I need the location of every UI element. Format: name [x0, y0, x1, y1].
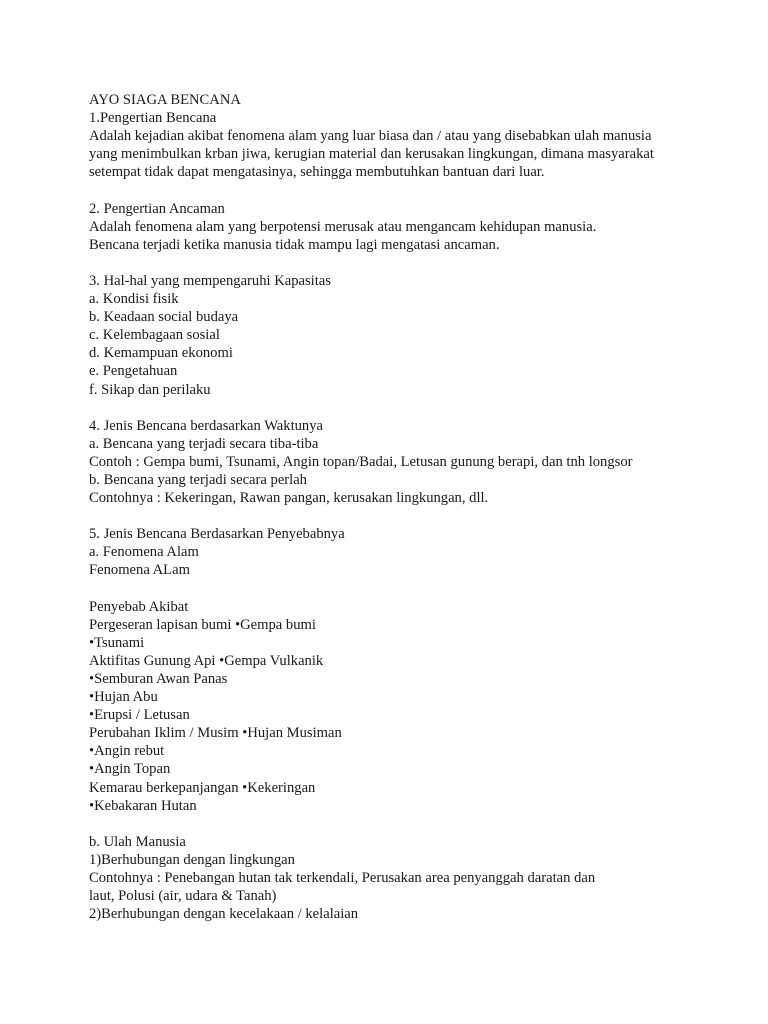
body-line: a. Fenomena Alam — [89, 544, 199, 561]
body-line: Fenomena ALam — [89, 562, 190, 579]
body-line: b. Keadaan social budaya — [89, 309, 239, 326]
document-body — [89, 109, 749, 923]
body-line: •Angin Topan — [89, 761, 171, 778]
body-line: b. Ulah Manusia — [89, 833, 186, 850]
body-line: Bencana terjadi ketika manusia tidak mampu lagi mengatasi ancaman. — [89, 236, 500, 253]
body-line: a. Kondisi fisik — [89, 291, 179, 308]
body-line: 1.Pengertian Bencana — [89, 110, 217, 127]
body-line: •Hujan Abu — [89, 689, 158, 706]
body-line: 2)Berhubungan dengan kecelakaan / kelalaian — [89, 906, 359, 923]
body-line: Contoh : Gempa bumi, Tsunami, Angin topan/Badai, Letusan gunung berapi, dan tnh longsor — [89, 453, 633, 470]
body-line: Contohnya : Penebangan hutan tak terkendali, Perusakan area penyanggah daratan dan — [89, 870, 596, 887]
body-line: b. Bencana yang terjadi secara perlah — [89, 471, 307, 488]
body-line: •Angin rebut — [89, 743, 165, 760]
body-line: 1)Berhubungan dengan lingkungan — [89, 851, 295, 868]
blank-line — [89, 399, 749, 417]
body-line: d. Kemampuan ekonomi — [89, 345, 233, 362]
body-line: Penyebab Akibat — [89, 598, 189, 615]
body-line: c. Kelembagaan sosial — [89, 327, 220, 344]
body-line: yang menimbulkan krban jiwa, kerugian material dan kerusakan lingkungan, dimana masyarakat — [89, 146, 654, 163]
body-line: Pergeseran lapisan bumi •Gempa bumi — [89, 616, 316, 633]
body-line: Kemarau berkepanjangan •Kekeringan — [89, 779, 316, 796]
body-line: e. Pengetahuan — [89, 363, 178, 380]
body-line: f. Sikap dan perilaku — [89, 381, 211, 398]
body-line: •Tsunami — [89, 634, 145, 651]
body-line: 4. Jenis Bencana berdasarkan Waktunya — [89, 417, 323, 434]
body-line: 5. Jenis Bencana Berdasarkan Penyebabnya — [89, 526, 345, 543]
body-line: setempat tidak dapat mengatasinya, sehingga membutuhkan bantuan dari luar. — [89, 164, 545, 181]
body-line: Adalah kejadian akibat fenomena alam yang luar biasa dan / atau yang disebabkan ulah manusia — [89, 128, 652, 145]
body-line: •Erupsi / Letusan — [89, 707, 190, 724]
body-line: a. Bencana yang terjadi secara tiba-tiba — [89, 435, 319, 452]
body-line: •Kebakaran Hutan — [89, 797, 197, 814]
body-line: •Semburan Awan Panas — [89, 671, 228, 687]
blank-line — [89, 181, 749, 199]
body-line: Aktifitas Gunung Api •Gempa Vulkanik — [89, 652, 324, 669]
body-line: 2. Pengertian Ancaman — [89, 200, 225, 217]
body-line: 3. Hal-hal yang mempengaruhi Kapasitas — [89, 272, 331, 289]
document-title: AYO SIAGA BENCANA — [89, 92, 241, 108]
body-line: laut, Polusi (air, udara & Tanah) — [89, 888, 277, 905]
document-page — [89, 91, 749, 923]
body-line: Adalah fenomena alam yang berpotensi merusak atau mengancam kehidupan manusia. — [89, 218, 597, 235]
blank-line — [89, 507, 749, 525]
blank-line — [89, 580, 749, 598]
body-line: Contohnya : Kekeringan, Rawan pangan, kerusakan lingkungan, dll. — [89, 490, 489, 507]
body-line: Perubahan Iklim / Musim •Hujan Musiman — [89, 725, 342, 742]
blank-line — [89, 254, 749, 272]
blank-line — [89, 815, 749, 833]
